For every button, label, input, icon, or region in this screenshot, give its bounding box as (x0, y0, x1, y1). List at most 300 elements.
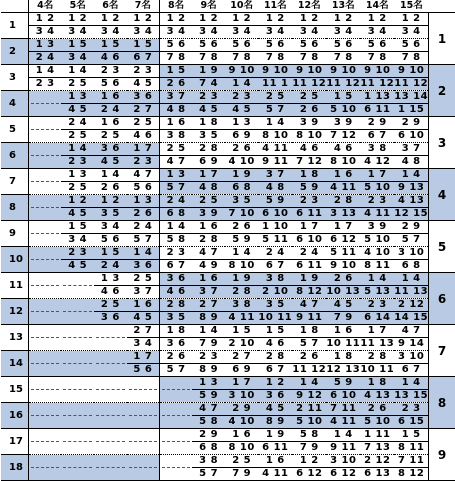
pairing-cell (94, 195, 127, 221)
pairing-cell (326, 13, 360, 39)
column-header: 6名 (94, 0, 127, 13)
pairing-cell (360, 325, 394, 351)
pairing-cell (258, 455, 292, 481)
pair-block (258, 351, 292, 376)
pair-top: 1 10 (258, 221, 292, 234)
pairing-cell (360, 143, 394, 169)
pair-top: 2 5 (127, 117, 159, 130)
pair-top: 2 7 (127, 325, 159, 338)
pair-block (192, 169, 225, 194)
pairing-cell (61, 221, 94, 247)
pair-bottom: 2 6 (100, 182, 120, 193)
pair-top: 9 10 (258, 65, 292, 78)
pairing-cell (360, 455, 394, 481)
pair-block (394, 91, 428, 116)
pair-block (258, 65, 292, 90)
pairing-cell (292, 39, 326, 65)
pairing-cell (94, 455, 127, 481)
pair-block (192, 247, 225, 272)
pairing-cell (29, 143, 62, 169)
pair-block (94, 299, 127, 324)
pair-top: 2 3 (360, 195, 394, 208)
pair-bottom: 4 7 (166, 156, 186, 167)
pairing-cell (292, 13, 326, 39)
pair-top: 1 5 (127, 39, 159, 52)
pair-bottom: 5 9 (299, 182, 319, 193)
pair-bottom: 7 8 (299, 52, 319, 63)
pair-block (258, 429, 292, 454)
pair-top: 2 6 (225, 143, 258, 156)
pair-block (225, 377, 258, 402)
pairing-cell (360, 429, 394, 455)
pair-block (326, 455, 360, 480)
empty-dash (31, 169, 59, 182)
pair-top: 3 9 (326, 117, 360, 130)
pair-bottom: 1 15 (397, 104, 425, 115)
pair-bottom: 3 6 (166, 338, 186, 349)
table-row (1, 299, 455, 325)
pairing-cell (292, 195, 326, 221)
pair-bottom: 6 12 (330, 234, 357, 245)
pair-top: 5 6 (360, 39, 394, 52)
pairing-cell (326, 351, 360, 377)
pairing-cell (258, 221, 292, 247)
pair-bottom: 2 3 (68, 156, 88, 167)
empty-dash (31, 247, 59, 260)
pair-block (326, 143, 360, 168)
empty-dash (63, 377, 92, 390)
pair-block (192, 299, 225, 324)
pairing-cell (394, 455, 428, 481)
pair-bottom: 6 10 (397, 130, 425, 141)
pair-top: 1 4 (394, 273, 428, 286)
pairing-cell (127, 429, 160, 455)
pair-bottom: 2 7 (133, 104, 153, 115)
pair-block (225, 429, 258, 454)
pair-top: 5 6 (160, 39, 192, 52)
pair-bottom: 4 5 (133, 312, 153, 323)
pair-top: 1 2 (394, 13, 428, 26)
pair-block (292, 403, 326, 428)
pair-block (326, 65, 360, 90)
pair-bottom: 10 11 (360, 364, 395, 375)
pair-bottom: 5 7 (401, 234, 421, 245)
pair-bottom: 4 6 (265, 338, 285, 349)
pairing-cell (258, 273, 292, 299)
table-row (1, 221, 455, 247)
pair-block (258, 273, 292, 298)
pair-block (127, 351, 159, 376)
pair-block (160, 221, 192, 246)
pair-top: 1 9 (292, 273, 326, 286)
pair-bottom: 5 7 (166, 182, 186, 193)
pair-bottom: 4 8 (401, 156, 421, 167)
pair-top: 1 4 (394, 377, 428, 390)
row-number: 13 (1, 325, 29, 351)
pair-block (360, 403, 394, 428)
pairing-cell (360, 351, 394, 377)
empty-dash (63, 455, 92, 468)
pair-top: 4 6 (326, 143, 360, 156)
row-number: 15 (1, 377, 29, 403)
pair-top: 3 9 (292, 117, 326, 130)
pair-bottom: 4 11 (330, 416, 357, 427)
round-number: 2 (429, 65, 455, 117)
pair-block (258, 325, 292, 350)
pairing-cell (29, 13, 62, 39)
pairing-cell (127, 325, 160, 351)
pair-bottom: 5 6 (100, 234, 120, 245)
pairing-cell (29, 247, 62, 273)
pair-top: 1 5 (61, 221, 94, 234)
pair-block (258, 221, 292, 246)
pair-bottom: 4 5 (68, 260, 88, 271)
column-header: 12名 (292, 0, 326, 13)
row-number: 7 (1, 169, 29, 195)
pairing-cell (326, 117, 360, 143)
header-spacer (429, 0, 455, 13)
pair-bottom: 3 4 (68, 26, 88, 37)
pair-block (258, 247, 292, 272)
pair-top: 4 13 (394, 195, 428, 208)
pair-block (225, 143, 258, 168)
pair-bottom: 6 9 (232, 364, 252, 375)
pairing-cell (360, 299, 394, 325)
column-header: 11名 (258, 0, 292, 13)
empty-dash (129, 403, 157, 416)
pair-block (326, 221, 360, 246)
pair-top: 2 3 (394, 403, 428, 416)
pairing-cell (159, 39, 192, 65)
pairing-cell (360, 221, 394, 247)
table-row (1, 169, 455, 195)
pairing-cell (159, 169, 192, 195)
pair-block (127, 169, 159, 194)
pair-bottom: 11 12 (326, 78, 361, 89)
pair-bottom: 5 13 (364, 286, 391, 297)
pair-bottom: 2 6 (133, 208, 153, 219)
pair-bottom: 3 4 (68, 234, 88, 245)
pairing-cell (225, 351, 258, 377)
pair-block (225, 221, 258, 246)
pair-block (292, 429, 326, 454)
row-number: 18 (1, 455, 29, 481)
pair-block (225, 117, 258, 142)
pairing-cell (159, 117, 192, 143)
pair-bottom: 5 6 (100, 78, 120, 89)
pair-bottom: 7 12 (330, 130, 357, 141)
pair-bottom: 3 8 (166, 130, 186, 141)
pair-bottom: 4 8 (199, 182, 219, 193)
pairing-cell (225, 325, 258, 351)
pair-top: 2 3 (225, 91, 258, 104)
pairing-cell (29, 169, 62, 195)
pair-block (292, 351, 326, 376)
pair-block (258, 403, 292, 428)
pair-top: 3 8 (192, 455, 225, 468)
pair-top: 1 5 (94, 247, 127, 260)
column-header: 4名 (29, 0, 62, 13)
pairing-cell (127, 351, 160, 377)
pair-block (94, 143, 127, 168)
pair-top: 1 2 (160, 13, 192, 26)
pair-bottom: 11 13 (394, 286, 429, 297)
pair-block (61, 13, 94, 38)
pair-top: 5 6 (192, 39, 225, 52)
pair-block (61, 195, 94, 220)
pairing-cell (127, 195, 160, 221)
pairing-cell (192, 247, 225, 273)
pair-top: 2 5 (225, 455, 258, 468)
pair-bottom: 11 12 (360, 78, 395, 89)
pair-bottom: 4 11 (262, 468, 289, 479)
pair-bottom: 3 4 (133, 26, 153, 37)
pair-top: 3 9 (360, 221, 394, 234)
pairing-cell (61, 273, 94, 299)
pair-top: 5 6 (225, 39, 258, 52)
pair-bottom: 4 10 (228, 416, 255, 427)
pair-top: 1 8 (292, 325, 326, 338)
pair-bottom: 6 7 (265, 260, 285, 271)
pair-top: 1 4 (394, 169, 428, 182)
pairing-cell (225, 169, 258, 195)
pair-top: 1 7 (360, 325, 394, 338)
pair-top: 2 3 (192, 351, 225, 364)
pair-block (394, 39, 428, 64)
pair-top: 1 6 (94, 117, 127, 130)
pairing-cell (94, 325, 127, 351)
pair-bottom: 4 6 (100, 52, 120, 63)
column-header: 7名 (127, 0, 160, 13)
pair-block (394, 273, 428, 298)
pair-block (94, 195, 127, 220)
pair-top: 4 7 (127, 169, 159, 182)
pairing-cell (159, 429, 192, 455)
empty-dash (162, 403, 190, 416)
pair-block (292, 13, 326, 38)
pair-block (360, 429, 394, 454)
pair-top: 2 4 (292, 247, 326, 260)
pairing-cell (127, 221, 160, 247)
pair-block (127, 247, 159, 272)
pairing-cell (326, 403, 360, 429)
pair-top: 2 8 (326, 195, 360, 208)
pairing-cell (225, 91, 258, 117)
pair-bottom: 3 4 (333, 26, 353, 37)
pair-block (326, 91, 360, 116)
pair-block (94, 169, 127, 194)
table-row (1, 403, 455, 429)
pair-top: 2 5 (258, 91, 292, 104)
pair-block (292, 117, 326, 142)
pair-block (192, 221, 225, 246)
pair-block (94, 13, 127, 38)
pair-block (160, 299, 192, 324)
empty-dash (96, 325, 125, 338)
pair-bottom: 3 7 (199, 286, 219, 297)
pair-bottom: 14 15 (394, 312, 429, 323)
pairing-cell (292, 455, 326, 481)
pair-bottom: 2 3 (35, 78, 55, 89)
pair-bottom: 9 13 (397, 182, 425, 193)
pair-block (160, 91, 192, 116)
pair-top: 2 12 (394, 299, 428, 312)
pair-bottom: 3 6 (133, 260, 153, 271)
pairing-cell (29, 117, 62, 143)
pairing-cell (192, 403, 225, 429)
pairing-cell (258, 117, 292, 143)
pairing-cell (326, 273, 360, 299)
pairing-cell (326, 429, 360, 455)
pair-top: 1 4 (360, 273, 394, 286)
pair-block (192, 377, 225, 402)
pair-bottom: 7 10 (228, 208, 255, 219)
pair-top: 1 6 (326, 169, 360, 182)
pairing-cell (127, 273, 160, 299)
pairing-cell (326, 221, 360, 247)
pair-top: 5 6 (258, 39, 292, 52)
pairing-cell (94, 299, 127, 325)
pairing-cell (258, 325, 292, 351)
pair-top: 2 6 (225, 221, 258, 234)
pair-top: 1 13 (360, 91, 394, 104)
pair-block (127, 325, 159, 350)
empty-dash (31, 143, 59, 156)
pair-block (192, 143, 225, 168)
pair-block (94, 273, 127, 298)
pair-block (360, 117, 394, 142)
pair-block (160, 143, 192, 168)
pair-block (225, 273, 258, 298)
pair-block (394, 195, 428, 220)
pair-block (61, 221, 94, 246)
empty-dash (129, 429, 157, 442)
pairing-cell (127, 169, 160, 195)
pair-block (192, 325, 225, 350)
pair-bottom: 9 12 (296, 390, 323, 401)
pair-bottom: 6 10 (296, 234, 323, 245)
pair-bottom: 4 8 (265, 182, 285, 193)
pair-block (394, 351, 428, 376)
pair-bottom: 3 5 (199, 130, 219, 141)
pair-bottom: 12 15 (394, 208, 429, 219)
pair-top: 1 6 (94, 91, 127, 104)
pair-bottom: 3 4 (199, 26, 219, 37)
pair-top: 1 2 (258, 377, 292, 390)
pair-top: 1 6 (192, 273, 225, 286)
pair-bottom: 10 11 (258, 312, 293, 323)
pairing-cell (394, 325, 428, 351)
pairing-cell (258, 403, 292, 429)
pair-block (394, 377, 428, 402)
pair-block (360, 65, 394, 90)
pair-bottom: 3 4 (35, 26, 55, 37)
pair-block (61, 169, 94, 194)
round-number: 6 (429, 273, 455, 325)
pairing-cell (292, 117, 326, 143)
pair-top: 1 2 (192, 13, 225, 26)
pairing-cell (94, 169, 127, 195)
pair-bottom: 6 8 (166, 208, 186, 219)
pairing-cell (225, 195, 258, 221)
pairing-cell (292, 221, 326, 247)
round-number: 9 (429, 429, 455, 481)
pair-top: 1 4 (258, 117, 292, 130)
row-number: 10 (1, 247, 29, 273)
pair-block (394, 221, 428, 246)
pair-top: 1 9 (225, 273, 258, 286)
pairing-cell (326, 299, 360, 325)
pair-block (127, 39, 159, 64)
pair-top: 1 4 (29, 65, 61, 78)
pairing-cell (61, 195, 94, 221)
row-number: 4 (1, 91, 29, 117)
pair-top: 1 2 (94, 13, 127, 26)
pair-block (192, 403, 225, 428)
pairing-cell (258, 13, 292, 39)
pair-bottom: 5 7 (265, 104, 285, 115)
pair-bottom: 5 7 (133, 234, 153, 245)
pair-bottom: 4 8 (166, 104, 186, 115)
pair-bottom: 8 11 (364, 260, 391, 271)
pair-bottom: 2 10 (262, 286, 289, 297)
pair-bottom: 9 11 (262, 156, 289, 167)
pair-top: 5 11 (326, 247, 360, 260)
pairing-cell (94, 429, 127, 455)
pairing-cell (225, 377, 258, 403)
pair-block (160, 65, 192, 90)
pair-top: 2 3 (61, 247, 94, 260)
pair-bottom: 2 5 (68, 182, 88, 193)
pairing-cell (292, 143, 326, 169)
pairing-cell (61, 169, 94, 195)
pairing-cell (360, 117, 394, 143)
pairing-cell (292, 429, 326, 455)
pair-bottom: 2 5 (68, 130, 88, 141)
pair-top: 2 3 (160, 247, 192, 260)
table-row (1, 195, 455, 221)
column-header: 9名 (192, 0, 225, 13)
pairing-cell (394, 117, 428, 143)
pair-block (29, 65, 61, 90)
pair-top: 5 6 (326, 39, 360, 52)
pair-top: 1 5 (94, 39, 127, 52)
pairing-cell (127, 65, 160, 91)
pairing-cell (360, 247, 394, 273)
pair-top: 2 5 (127, 273, 159, 286)
column-header: 15名 (394, 0, 428, 13)
pair-block (326, 403, 360, 428)
pair-block (192, 455, 225, 480)
empty-dash (63, 299, 92, 312)
pairing-cell (360, 377, 394, 403)
pairing-cell (127, 403, 160, 429)
pair-bottom: 2 5 (100, 130, 120, 141)
pairing-cell (127, 13, 160, 39)
pairing-cell (192, 429, 225, 455)
round-number: 4 (429, 169, 455, 221)
pair-bottom: 5 8 (199, 416, 219, 427)
pair-top: 2 8 (360, 351, 394, 364)
pair-block (61, 65, 94, 90)
pair-top: 1 6 (192, 221, 225, 234)
pair-bottom: 6 7 (166, 260, 186, 271)
pair-bottom: 6 12 (330, 468, 357, 479)
pairing-cell (61, 351, 94, 377)
pair-top: 9 10 (225, 65, 258, 78)
pair-bottom: 6 7 (265, 364, 285, 375)
pair-top: 1 4 (326, 429, 360, 442)
